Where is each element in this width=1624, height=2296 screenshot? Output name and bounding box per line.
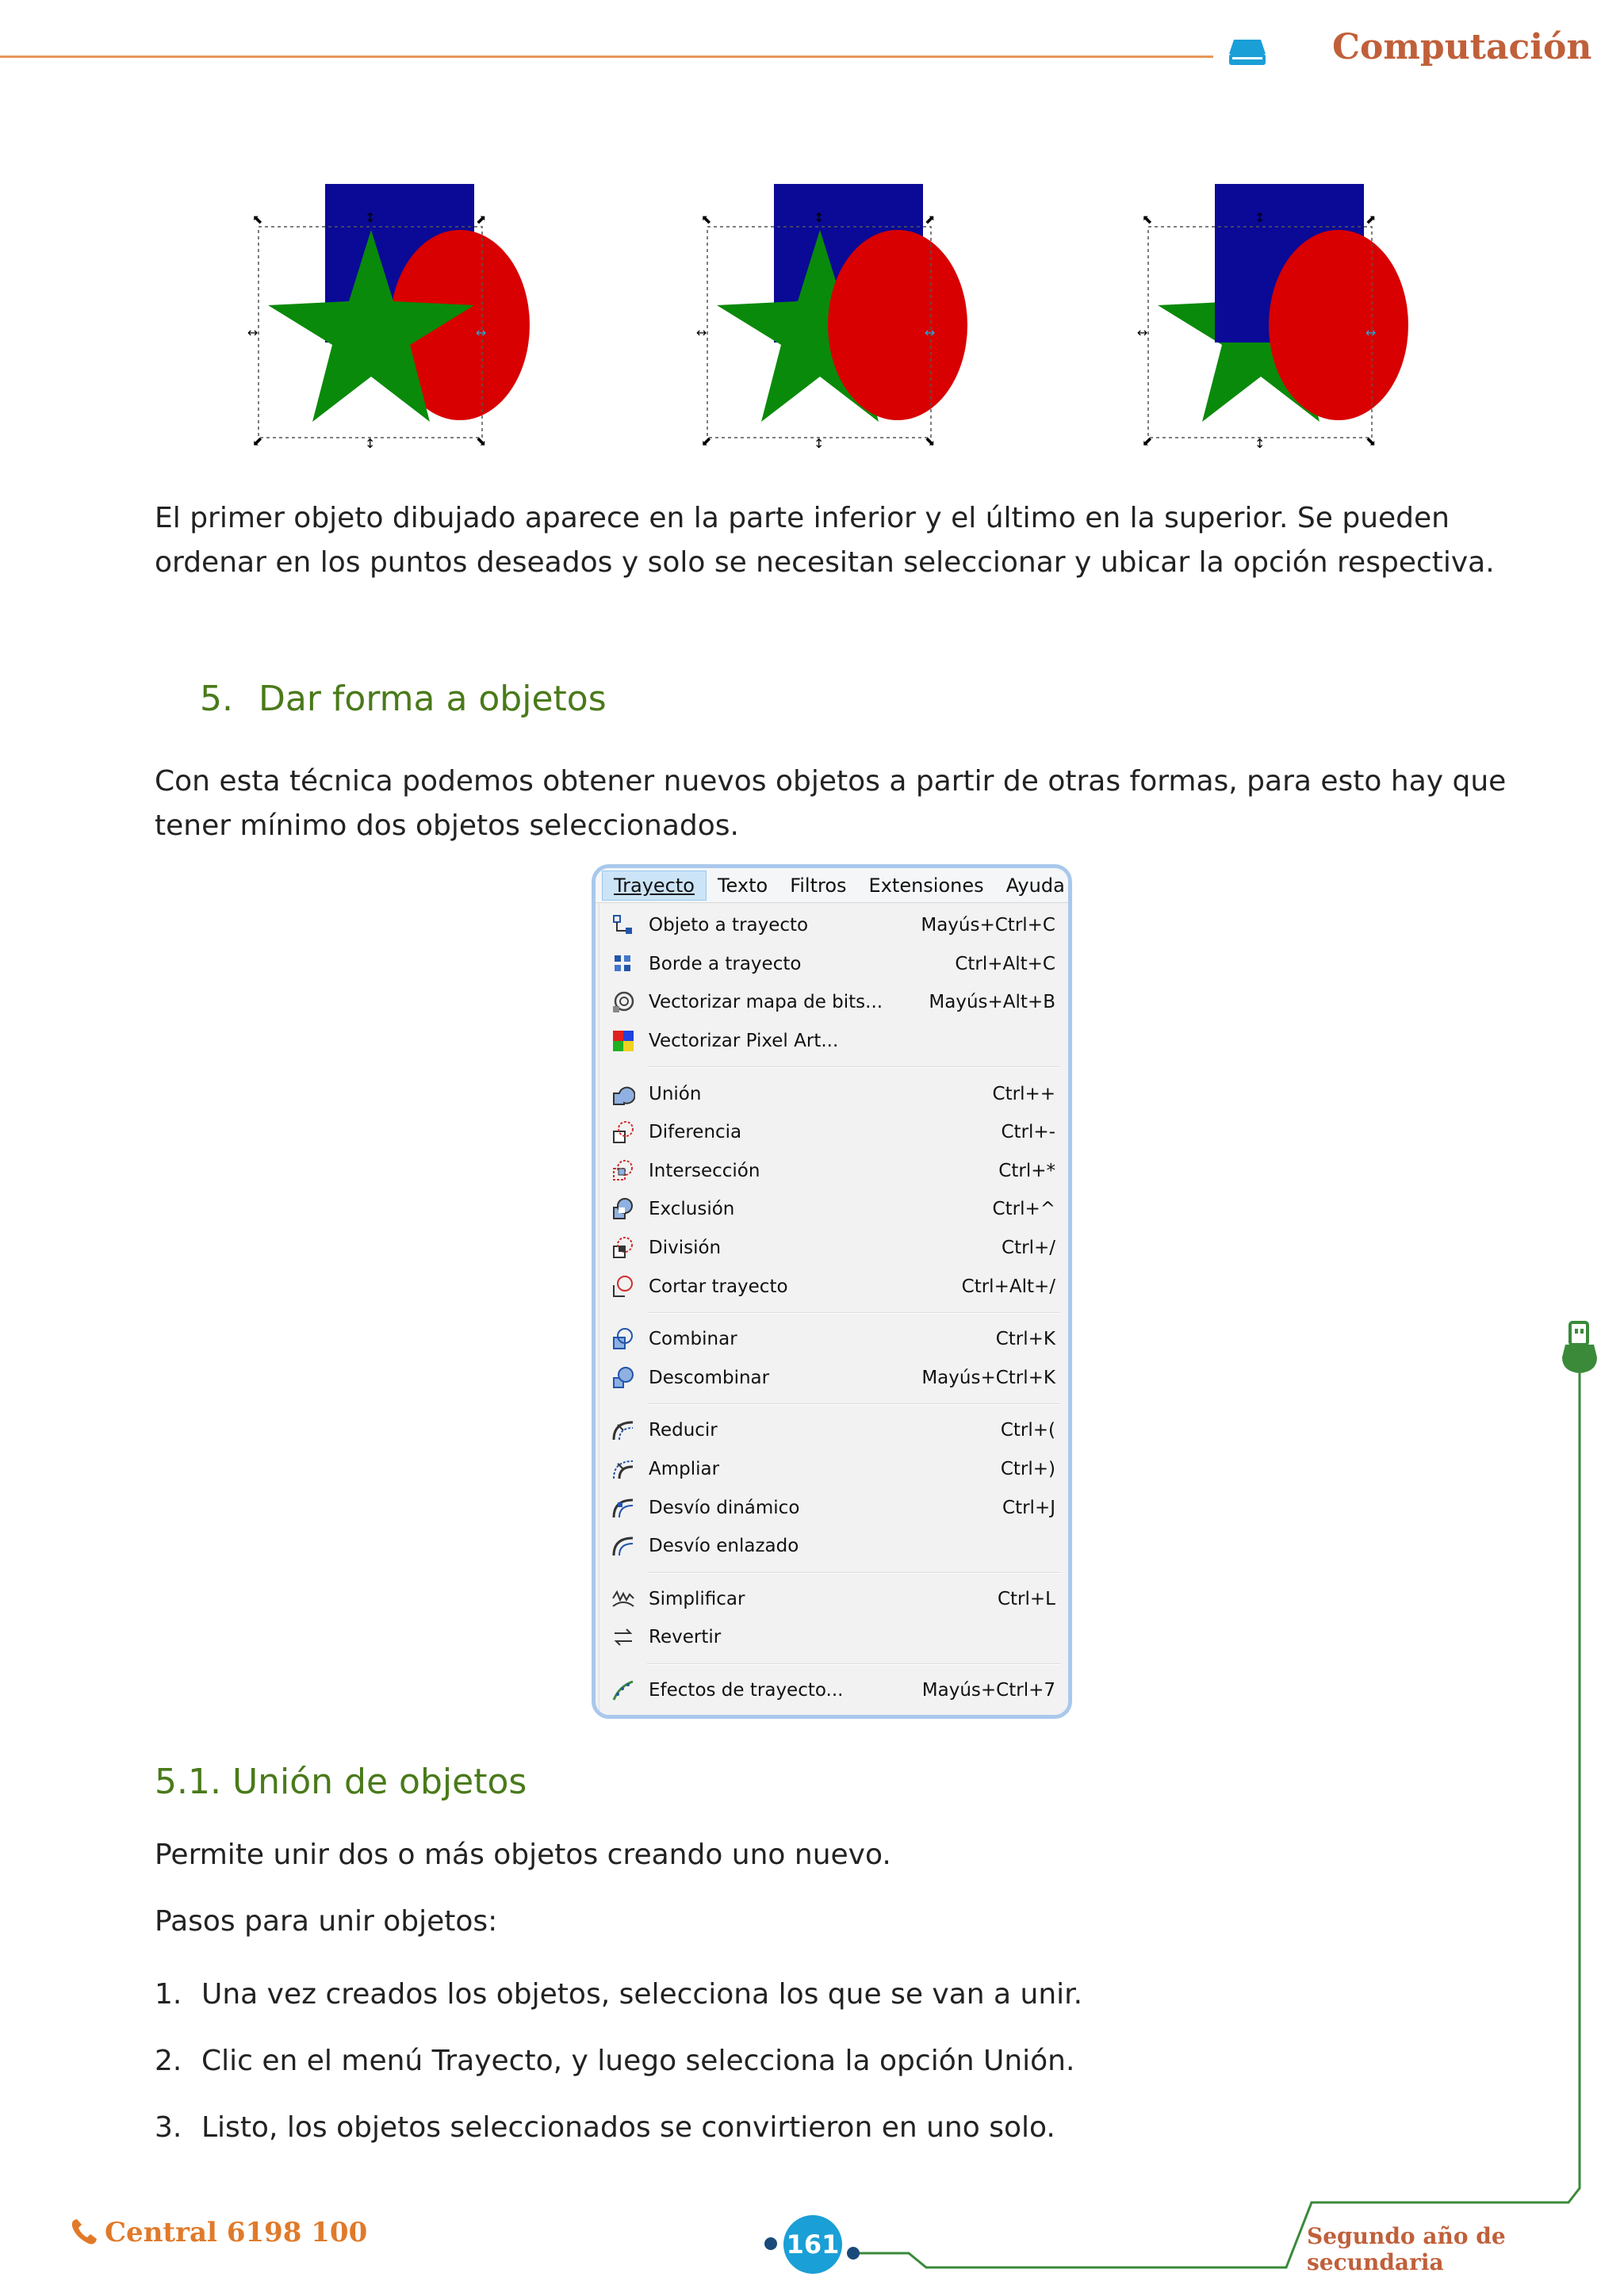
trayecto-menu-screenshot bbox=[592, 864, 1072, 1719]
menu-item-partial bbox=[599, 1709, 1068, 1719]
break-apart-icon bbox=[609, 1364, 638, 1392]
menu-separator bbox=[647, 1572, 1060, 1574]
path-effects-icon bbox=[609, 1676, 638, 1705]
menu-texto[interactable]: Texto bbox=[717, 874, 768, 897]
menu-item-vectorizar-mapa-de-bits[interactable]: Vectorizar mapa de bits... Mayús+Alt+B bbox=[599, 983, 1068, 1022]
svg-text:↔: ↔ bbox=[925, 325, 936, 340]
cut-path-icon bbox=[609, 1272, 638, 1301]
svg-text:⬉: ⬉ bbox=[1142, 212, 1153, 227]
difference-icon bbox=[609, 1118, 638, 1146]
menu-item-efectos-de-trayecto[interactable]: Efectos de trayecto... Mayús+Ctrl+7 bbox=[599, 1671, 1068, 1710]
menu-trayecto[interactable]: Trayecto bbox=[602, 871, 707, 901]
step-1-text: Una vez creados los objetos, selecciona los que se van a unir. bbox=[201, 1978, 1083, 2011]
trace-pixel-art-icon bbox=[609, 1027, 638, 1055]
step-1-number: 1. bbox=[155, 1978, 182, 2011]
reverse-icon bbox=[609, 1623, 638, 1651]
svg-text:⬊: ⬊ bbox=[1365, 434, 1377, 449]
intersection-icon bbox=[609, 1157, 638, 1185]
z-order-example-1 bbox=[247, 184, 530, 451]
menu-extensiones[interactable]: Extensiones bbox=[868, 874, 984, 897]
svg-text:⬊: ⬊ bbox=[476, 434, 487, 449]
section-5-1-title: 5.1. Unión de objetos bbox=[155, 1762, 527, 1802]
menu-ayuda[interactable]: Ayuda bbox=[1005, 874, 1065, 897]
menu-separator bbox=[647, 1312, 1060, 1314]
page-number: 161 bbox=[783, 2215, 842, 2274]
svg-text:↕: ↕ bbox=[1254, 210, 1266, 225]
union-icon bbox=[609, 1080, 638, 1108]
exclusion-icon bbox=[609, 1195, 638, 1223]
menu-item-objeto-a-trayecto[interactable]: Objeto a trayecto Mayús+Ctrl+C bbox=[599, 906, 1068, 945]
trace-bitmap-icon bbox=[609, 988, 638, 1016]
z-order-figure bbox=[238, 174, 1427, 460]
menu-item-simplificar[interactable]: Simplificar Ctrl+L bbox=[599, 1580, 1068, 1619]
section-5-title: Dar forma a objetos bbox=[258, 679, 607, 719]
outset-icon bbox=[609, 1455, 638, 1483]
svg-text:↔: ↔ bbox=[476, 325, 487, 340]
header-rule bbox=[0, 55, 1213, 58]
svg-text:↕: ↕ bbox=[1254, 436, 1266, 451]
svg-text:⬈: ⬈ bbox=[1365, 212, 1377, 227]
footer-phone bbox=[68, 2217, 367, 2248]
step-2-text: Clic en el menú Trayecto, y luego selecciona la opción Unión. bbox=[201, 2045, 1075, 2077]
menu-item-reducir[interactable]: Reducir Ctrl+( bbox=[599, 1411, 1068, 1450]
svg-text:↕: ↕ bbox=[365, 436, 376, 451]
svg-text:↔: ↔ bbox=[247, 325, 259, 340]
menu-item-union[interactable]: Unión Ctrl++ bbox=[599, 1074, 1068, 1113]
svg-text:⬉: ⬉ bbox=[252, 212, 263, 227]
svg-text:⬈: ⬈ bbox=[476, 212, 487, 227]
footer-grade: Segundo año de secundaria bbox=[1307, 2223, 1506, 2275]
linked-offset-icon bbox=[609, 1532, 638, 1560]
step-2-number: 2. bbox=[155, 2045, 182, 2077]
footer-phone-text: Central 6198 100 bbox=[105, 2217, 368, 2248]
svg-text:⬈: ⬈ bbox=[925, 212, 936, 227]
svg-text:⬋: ⬋ bbox=[252, 434, 263, 449]
menu-item-ampliar[interactable]: Ampliar Ctrl+) bbox=[599, 1450, 1068, 1489]
dynamic-offset-icon bbox=[609, 1494, 638, 1522]
z-order-example-3 bbox=[1137, 184, 1408, 451]
svg-text:⬊: ⬊ bbox=[925, 434, 936, 449]
page-header-title: Computación bbox=[1332, 27, 1592, 67]
section-5-paragraph: Con esta técnica podemos obtener nuevos objetos a partir de otras formas, para esto hay que tener mínimo dos objetos seleccionados. bbox=[155, 765, 1507, 842]
menu-item-diferencia[interactable]: Diferencia Ctrl+- bbox=[599, 1113, 1068, 1152]
simplify-icon bbox=[609, 1585, 638, 1613]
combine-icon bbox=[609, 1325, 638, 1353]
drive-icon bbox=[1228, 36, 1267, 68]
step-3-number: 3. bbox=[155, 2111, 182, 2144]
step-3-text: Listo, los objetos seleccionados se convirtieron en uno solo. bbox=[201, 2111, 1055, 2144]
section-5-1-paragraph-1: Permite unir dos o más objetos creando uno nuevo. bbox=[155, 1839, 891, 1871]
svg-text:↕: ↕ bbox=[814, 210, 825, 225]
menu-separator bbox=[647, 1663, 1060, 1665]
division-icon bbox=[609, 1234, 638, 1262]
menu-item-division[interactable]: División Ctrl+/ bbox=[599, 1229, 1068, 1268]
svg-text:↔: ↔ bbox=[1365, 325, 1377, 340]
menu-bar bbox=[596, 868, 1068, 903]
menu-item-cortar-trayecto[interactable]: Cortar trayecto Ctrl+Alt+/ bbox=[599, 1267, 1068, 1306]
svg-text:⬉: ⬉ bbox=[701, 212, 712, 227]
section-5-number: 5. bbox=[200, 679, 233, 719]
usb-plug-icon bbox=[1562, 1322, 1597, 1373]
stroke-to-path-icon bbox=[609, 950, 638, 978]
phone-icon bbox=[68, 2217, 100, 2248]
menu-item-interseccion[interactable]: Intersección Ctrl+* bbox=[599, 1152, 1068, 1191]
menu-separator bbox=[647, 1403, 1060, 1405]
object-to-path-icon bbox=[609, 911, 638, 939]
menu-dropdown bbox=[599, 903, 1068, 1719]
menu-filtros[interactable]: Filtros bbox=[790, 874, 847, 897]
menu-item-desvio-enlazado[interactable]: Desvío enlazado bbox=[599, 1527, 1068, 1566]
menu-item-exclusion[interactable]: Exclusión Ctrl+^ bbox=[599, 1190, 1068, 1229]
menu-item-descombinar[interactable]: Descombinar Mayús+Ctrl+K bbox=[599, 1359, 1068, 1398]
section-5-heading bbox=[200, 679, 607, 719]
menu-item-combinar[interactable]: Combinar Ctrl+K bbox=[599, 1320, 1068, 1359]
menu-item-vectorizar-pixel-art[interactable]: Vectorizar Pixel Art... bbox=[599, 1022, 1068, 1061]
z-order-example-2 bbox=[696, 184, 967, 451]
inset-icon bbox=[609, 1416, 638, 1445]
svg-text:⬋: ⬋ bbox=[1142, 434, 1153, 449]
svg-text:↕: ↕ bbox=[365, 210, 376, 225]
svg-text:↕: ↕ bbox=[814, 436, 825, 451]
intro-paragraph: El primer objeto dibujado aparece en la parte inferior y el último en la superior. Se pueden ordenar en los puntos deseados y solo se necesitan seleccionar y ubicar la opción respectiva. bbox=[155, 502, 1495, 579]
svg-text:↔: ↔ bbox=[1137, 325, 1148, 340]
menu-item-borde-a-trayecto[interactable]: Borde a trayecto Ctrl+Alt+C bbox=[599, 945, 1068, 984]
menu-item-revertir[interactable]: Revertir bbox=[599, 1618, 1068, 1657]
svg-text:↔: ↔ bbox=[696, 325, 707, 340]
svg-text:⬋: ⬋ bbox=[701, 434, 712, 449]
menu-separator bbox=[647, 1066, 1060, 1068]
section-5-1-paragraph-2: Pasos para unir objetos: bbox=[155, 1905, 498, 1938]
menu-item-desvio-dinamico[interactable]: Desvío dinámico Ctrl+J bbox=[599, 1488, 1068, 1527]
